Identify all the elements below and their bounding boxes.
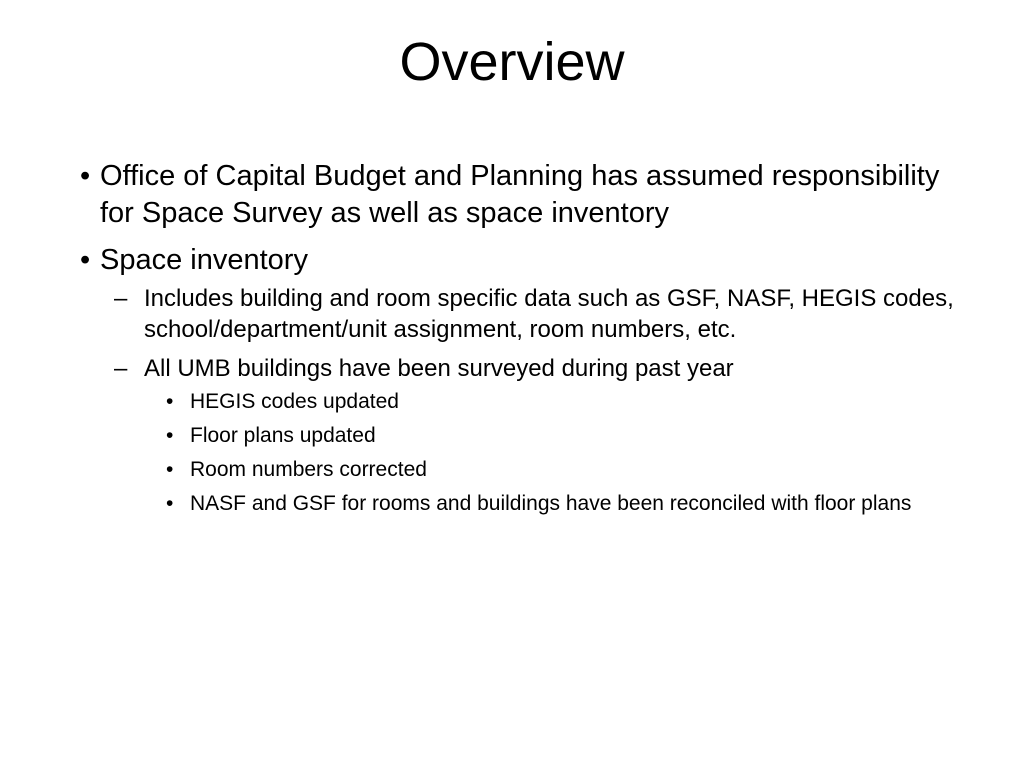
- bullet-item: [80, 158, 960, 232]
- sub-sub-bullet-item: [166, 388, 960, 416]
- sub-bullet-item: [114, 353, 960, 384]
- sub-sub-bullet-text: Floor plans updated: [190, 424, 376, 447]
- sub-sub-bullet-item: [166, 456, 960, 484]
- sub-bullet-text: All UMB buildings have been surveyed during past year: [144, 355, 734, 382]
- sub-sub-bullet-item: [166, 422, 960, 450]
- bullet-item: [80, 242, 960, 279]
- dash-marker: –: [114, 355, 128, 382]
- bullet-text: Space inventory: [100, 244, 308, 276]
- bullet-marker: •: [166, 458, 174, 481]
- sub-sub-bullet-text: Room numbers corrected: [190, 458, 427, 481]
- bullet-marker: •: [80, 244, 91, 276]
- bullet-text: Office of Capital Budget and Planning has assumed responsibility for Space Survey as well as space inventory: [100, 160, 940, 229]
- bullet-marker: •: [166, 424, 174, 447]
- sub-sub-bullet-text: NASF and GSF for rooms and buildings have been reconciled with floor plans: [190, 492, 912, 515]
- sub-sub-bullet-item: [166, 490, 960, 518]
- bullet-marker: •: [166, 390, 174, 413]
- sub-sub-bullet-text: HEGIS codes updated: [190, 390, 399, 413]
- sub-bullet-item: [114, 283, 960, 345]
- bullet-marker: •: [80, 160, 91, 192]
- sub-bullet-text: Includes building and room specific data such as GSF, NASF, HEGIS codes, school/department/unit assignment, room numbers, etc.: [144, 285, 954, 343]
- bullet-marker: •: [166, 492, 174, 515]
- slide-title: Overview: [399, 32, 625, 92]
- dash-marker: –: [114, 285, 128, 312]
- slide-content: [80, 158, 960, 524]
